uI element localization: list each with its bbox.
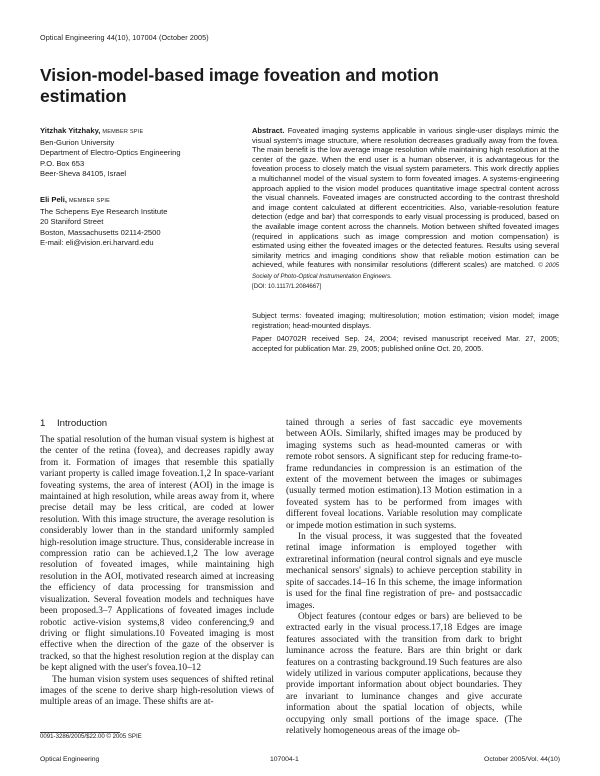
section-title: Introduction xyxy=(57,418,108,429)
author-membership: MEMBER SPIE xyxy=(102,129,144,135)
author-name-line xyxy=(40,126,240,138)
abstract-text: Foveated imaging systems applicable in various single-user displays mimic the visual system's image structure, where resolution decreases gradually away from the fovea. The main benefit is the low average image resolution while maintaining high resolution at the center of the gaze. When the end user is a human observer, it is advantageous for the foveation process to closely match the visual system parameters. This work directly applies a multichannel model of the visual system to form foveated images. A systems-engineering approach applied to the vision model produces quantitative image spectral content across the visual channels. Foveated images are constructed according to the contrast threshold and image content calculated at different eccentricities. Also, variable-resolution feature detection (edge and bar) that corresponds to early visual processing is produced, based on the available image content across the channels. Motion between shifted foveated images (required in applications such as image compression and motion compensation) is estimated using either the foveated images or the detected features. Results using several similarity metrics and imaging conditions show that reliable motion estimation can be achieved, while features with nonsimilar resolutions (different scales) are matched. xyxy=(252,126,559,270)
abstract-doi[interactable]: [DOI: 10.1117/1.2084667] xyxy=(252,282,322,290)
section-number: 1 xyxy=(40,418,46,429)
author-name: Yitzhak Yitzhaky, xyxy=(40,126,101,135)
page-footer xyxy=(40,756,560,766)
author-block xyxy=(40,126,240,180)
author-email[interactable]: E-mail: eli@vision.eri.harvard.edu xyxy=(40,238,154,248)
body-paragraph: Object features (contour edges or bars) are believed to be extracted early in the visual process.17,18 Edges are image features associated with the transition from dark to bright luminance across the feature. Bars are thin bright or dark features on a contrasting background.19 Such features are also widely utilized in various computer applications, because they provide important information about object boundaries. They are invariant to luminance changes and give accurate information about the spatial location of objects, while occupying only small portions of the image space. (The relatively homogeneous areas of the image ob- xyxy=(286,611,522,736)
affiliation-line: Boston, Massachusetts 02114-2500 xyxy=(40,227,161,237)
paper-title: Vision-model-based image foveation and motion estimation xyxy=(40,65,439,106)
body-column-left xyxy=(40,435,274,709)
footer-page-number: 107004-1 xyxy=(270,756,299,763)
author-membership: MEMBER SPIE xyxy=(69,198,111,204)
journal-header: Optical Engineering 44(10), 107004 (October 2005) xyxy=(40,33,209,42)
body-paragraph: tained through a series of fast saccadic eye movements between AOIs. Similarly, shifted images may be produced by imaging systems such as head-mounted cameras or with remote robot sensors. A significant step for reducing frame-to-frame redundancies in compression is an estimation of the extent of the movement between the images or subimages (usually termed motion estimation).13 Motion estimation in a foveated system has to be performed from images with different foveal locations. Variable resolution may complicate or impede motion estimation in such systems. xyxy=(286,418,522,531)
footnote: 0091-3286/2005/$22.00 © 2005 SPIE xyxy=(40,733,142,740)
affiliation-line: Department of Electro-Optics Engineering xyxy=(40,148,181,158)
affiliation-line: P.O. Box 653 xyxy=(40,158,85,168)
abstract-label: Abstract. xyxy=(252,126,285,135)
body-column-right xyxy=(286,418,522,737)
paper-history: Paper 040702R received Sep. 24, 2004; revised manuscript received Mar. 27, 2005; accepted for publication Mar. 29, 2005; published online Oct. 20, 2005. xyxy=(252,334,559,353)
abstract xyxy=(252,126,559,291)
affiliation-line: The Schepens Eye Research Institute xyxy=(40,206,168,216)
footer-issue: October 2005/Vol. 44(10) xyxy=(484,756,560,763)
affiliation-line: Beer-Sheva 84105, Israel xyxy=(40,169,127,179)
body-paragraph: In the visual process, it was suggested that the foveated retinal image information is employed together with extraretinal information (neural control signals and eye muscle mechanical sensors' signals) to achieve perception stability in spite of saccades.14–16 In this scheme, the image information is used for the final fine registration of pre- and postsaccadic images. xyxy=(286,532,522,611)
section-heading xyxy=(40,418,107,429)
author-block xyxy=(40,195,240,249)
affiliation-line: Ben-Gurion University xyxy=(40,137,115,147)
abstract-copyright: © 2005 Society of Photo-Optical Instrumentation Engineers. xyxy=(252,262,559,280)
body-paragraph: The human vision system uses sequences of shifted retinal images of the scene to derive sharp high-resolution views of multiple areas of an image. These shifts are at- xyxy=(40,674,274,708)
affiliation-line: 20 Staniford Street xyxy=(40,217,104,227)
author-name: Eli Peli, xyxy=(40,195,68,204)
author-name-line xyxy=(40,195,240,207)
subject-terms: Subject terms: foveated imaging; multiresolution; motion estimation; vision model; image registration; head-mounted displays. xyxy=(252,311,559,330)
body-paragraph: The spatial resolution of the human visual system is highest at the center of the retina (fovea), and decreases rapidly away from it. Formation of images that resemble this spatially variant property is called image foveation.1,2 In space-variant foveating systems, the area of interest (AOI) in the image is maintained at high resolution, while areas away from it, where precise detail may be less critical, are coded at lower resolution. With this image structure, the average resolution is considerably lower than in the standard uniformly sampled high-resolution image structure. Thus, considerable increase in compression ratio can be achieved.1,2 The low average resolution of foveated images, while maintaining high resolution in the AOI, motivated research aimed at increasing the efficiency of data processing for transmission and visualization. Several foveation models and techniques have been proposed.3–7 Applications of foveated images include robotic active-vision systems,8 video conferencing,9 and driving or flight simulations.10 Foveated imaging is most effective when the direction of the gaze of the observer is tracked, so that the highest resolution region at the display can be kept aligned with the user's fovea.10–12 xyxy=(40,435,274,674)
footer-journal: Optical Engineering xyxy=(40,756,100,763)
